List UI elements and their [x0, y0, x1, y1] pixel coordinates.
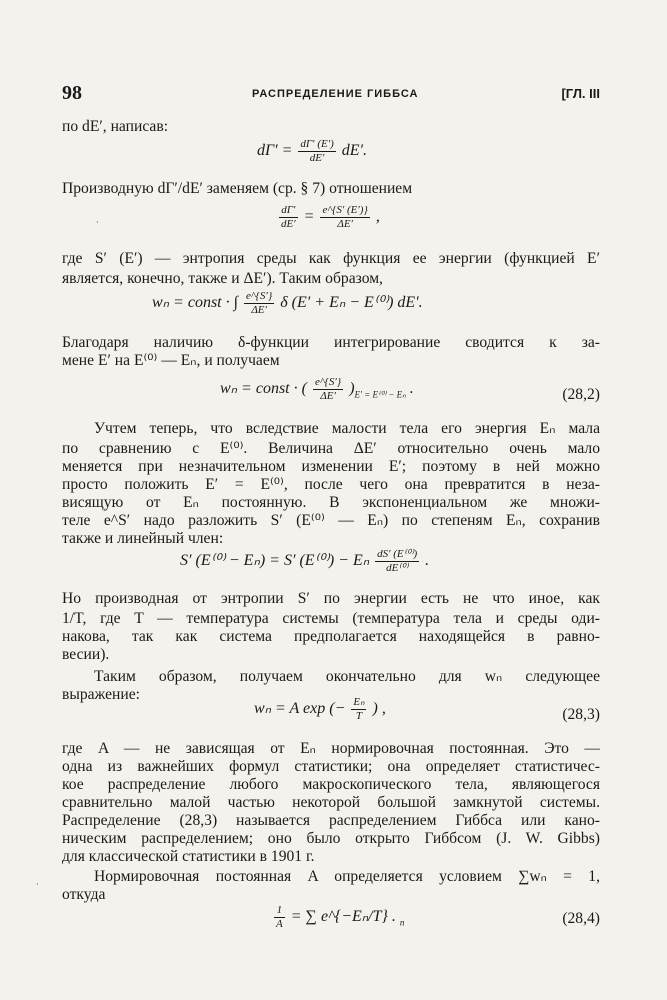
text-line: 1/T, где T — температура системы (температура тела и среды оди- [62, 610, 600, 627]
text-line: просто положить E′ = E⁽⁰⁾, после чего она превратится в неза- [62, 476, 600, 493]
formula-2: $\frac{d\Gamma'}{dE'}$ = $\frac{e\^{}\{S' (E')\}}{\Delta E'}$ , [281, 204, 380, 230]
text-line: по сравнению с E⁽⁰⁾. Величина ΔE′ относительно очень мало [62, 440, 600, 457]
formula-3: wₙ = const · ∫ $\frac{e\^{}\{S'\}}{\Delta E'}$ δ (E′ + Eₙ − E⁽⁰⁾) dE′. [152, 290, 423, 316]
text-line: Производную dΓ′/dE′ заменяем (ср. § 7) отношением [62, 180, 413, 197]
text-line: теле e^S′ надо разложить S′ (E⁽⁰⁾ — Eₙ) по степеням Eₙ, сохранив [62, 512, 600, 529]
equation-number: (28,2) [562, 386, 600, 403]
text-line: ническим распределением; оно было открыто Гиббсом (J. W. Gibbs) [62, 830, 600, 847]
text-line: одна из важнейших формул статистики; она определяет статистичес- [62, 758, 600, 775]
text-line: сравнительно малой частью некоторой большой замкнутой системы. [62, 794, 600, 811]
page-header [62, 82, 600, 106]
formula-1: dΓ′ = $\frac{d\Gamma' (E')}{dE'}$ dE′. [257, 138, 368, 164]
text-line: меняется при незначительном изменении E′; поэтому в ней можно [62, 458, 600, 475]
equation-number: (28,4) [562, 910, 600, 927]
text-line: Нормировочная постоянная A определяется условием ∑wₙ = 1, [94, 868, 600, 885]
text-line: весии). [62, 646, 110, 663]
formula-4: wₙ = const · ( $\frac{e\^{}\{S'\}}{\Delta E'}$ )$_{E' = E^{(0)} - E_n}$ . (28,2) [220, 376, 600, 403]
text-line: является, конечно, также и ΔE′). Таким образом, [62, 270, 383, 287]
text-line: мене E′ на E⁽⁰⁾ — Eₙ, и получаем [62, 352, 280, 369]
text-line: Учтем теперь, что вследствие малости тела его энергия Eₙ мала [94, 420, 600, 437]
text-line: накова, так как система предполагается находящейся в равно- [62, 628, 600, 645]
text-line: кое распределение любого макроскопического тела, являющегося [62, 776, 600, 793]
text-line: где S′ (E′) — энтропия среды как функция ее энергии (функцией E′ [62, 250, 600, 267]
text-line: Распределение (28,3) называется распределением Гиббса или кано- [62, 812, 600, 829]
text-line: висящую от Eₙ постоянную. В экспоненциальном же множи- [62, 494, 600, 511]
formula-5: S′ (E⁽⁰⁾ − Eₙ) = S′ (E⁽⁰⁾) − Eₙ $\frac{\text{dS′ (E⁽⁰⁾)}}{\text{dE⁽⁰⁾}}$ . [180, 548, 430, 574]
formula-7: $\frac{1}{A}$ = ∑ e^{−Eₙ/T} . $_n$ (28,4) [276, 904, 600, 930]
text-line: по dE′, написав: [62, 118, 169, 135]
text-line: откуда [62, 886, 106, 903]
page-number: 98 [62, 82, 82, 104]
text-line: Но производная от энтропии S′ по энергии есть не что иное, как [62, 590, 600, 607]
text-line: Таким образом, получаем окончательно для wₙ следующее [94, 668, 600, 685]
chapter-label: [ГЛ. III [561, 86, 600, 101]
running-title: РАСПРЕДЕЛЕНИЕ ГИББСА [252, 88, 419, 100]
specks: · [96, 218, 99, 228]
formula-6: wₙ = A exp (− $\frac{\text{Eₙ}}{T}$ ) , (28,3) [254, 696, 600, 723]
text-line: также и линейный член: [62, 530, 224, 547]
text-line: Благодаря наличию δ-функции интегрирование сводится к за- [62, 334, 600, 351]
specks: · [36, 880, 39, 890]
sum-index: n [399, 917, 405, 928]
equation-number: (28,3) [562, 706, 600, 723]
text-line: где A — не зависящая от Eₙ нормировочная постоянная. Это — [62, 740, 600, 757]
text-line: выражение: [62, 686, 140, 703]
text-line: для классической статистики в 1901 г. [62, 848, 315, 865]
